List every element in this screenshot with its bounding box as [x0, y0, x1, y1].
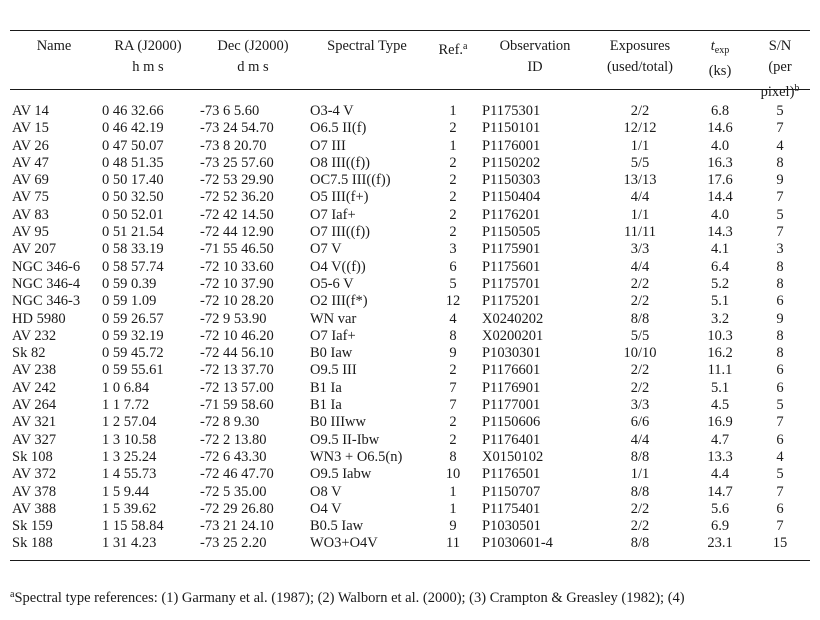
table-row [10, 414, 810, 431]
cell-sn: 8 [776, 327, 784, 344]
cell-dec: -72 53 29.90 [200, 172, 274, 189]
cell-ref: 1 [449, 103, 457, 119]
cell-name: AV 69 [12, 172, 49, 189]
cell-name: AV 238 [12, 362, 57, 379]
cell-observation-id: P1030501 [482, 518, 541, 535]
col-header-ra: RA (J2000) h m s [114, 38, 182, 75]
cell-texp: 14.7 [707, 483, 733, 500]
cell-sn: 7 [776, 483, 784, 500]
table-row [10, 155, 810, 172]
cell-sn: 5 [776, 397, 784, 414]
cell-texp: 16.2 [707, 345, 733, 362]
cell-ra: 1 31 4.23 [102, 535, 157, 552]
cell-exposures: 8/8 [630, 535, 650, 552]
cell-exposures: 2/2 [630, 275, 650, 292]
cell-sn: 7 [776, 224, 784, 241]
cell-name: Sk 159 [12, 518, 53, 535]
cell-ref: 1 [449, 137, 457, 154]
col-header-ref: Ref.$^a$ [438, 41, 468, 58]
cell-ra: 0 50 52.01 [102, 206, 164, 223]
cell-spectral-type: O7 Iaf+ [310, 206, 356, 223]
cell-exposures: 1/1 [630, 137, 650, 154]
cell-ref: 12 [445, 293, 461, 310]
bottom-rule [10, 560, 810, 561]
cell-spectral-type: O6.5 II(f) [310, 120, 367, 137]
cell-name: Sk 188 [12, 535, 53, 552]
cell-spectral-type: WO3+O4V [310, 535, 378, 552]
cell-sn: 7 [776, 414, 784, 431]
cell-ra: 0 59 1.09 [102, 293, 157, 310]
cell-exposures: 1/1 [630, 206, 650, 223]
cell-name: AV 207 [12, 241, 57, 258]
cell-exposures: 6/6 [630, 414, 650, 431]
cell-dec: -72 13 37.70 [200, 362, 274, 379]
cell-ref: 10 [445, 466, 461, 483]
top-rule [10, 30, 810, 31]
cell-name: AV 14 [12, 103, 49, 119]
cell-texp: 10.3 [707, 327, 733, 344]
cell-texp: 5.6 [710, 500, 730, 517]
cell-dec: -72 29 26.80 [200, 500, 274, 517]
cell-ra: 1 5 39.62 [102, 500, 157, 517]
cell-texp: 16.9 [707, 414, 733, 431]
cell-sn: 6 [776, 362, 784, 379]
cell-dec: -73 6 5.60 [200, 103, 260, 119]
table-row [10, 432, 810, 449]
cell-ref: 11 [446, 535, 460, 552]
cell-observation-id: P1150606 [482, 414, 541, 431]
cell-ra: 1 1 7.72 [102, 397, 150, 414]
cell-ref: 2 [449, 431, 457, 448]
cell-name: AV 47 [12, 154, 49, 171]
table-row [10, 535, 810, 552]
cell-spectral-type: O7 V [310, 241, 342, 258]
cell-dec: -73 24 54.70 [200, 120, 274, 137]
cell-texp: 5.2 [710, 275, 730, 292]
cell-ref: 6 [449, 258, 457, 275]
cell-observation-id: P1176501 [482, 466, 541, 483]
cell-exposures: 2/2 [630, 362, 650, 379]
cell-ra: 1 4 55.73 [102, 466, 157, 483]
cell-ra: 0 59 55.61 [102, 362, 164, 379]
cell-ref: 1 [449, 483, 457, 500]
cell-sn: 6 [776, 500, 784, 517]
cell-dec: -72 13 57.00 [200, 379, 274, 396]
cell-sn: 7 [776, 189, 784, 206]
cell-exposures: 2/2 [630, 518, 650, 535]
cell-observation-id: P1150505 [482, 224, 541, 241]
cell-ref: 7 [449, 379, 457, 396]
cell-spectral-type: B1 Ia [310, 379, 342, 396]
footnote-mark: a [10, 589, 15, 600]
cell-ra: 0 46 32.66 [102, 103, 164, 119]
table-row [10, 138, 810, 155]
footnote [10, 589, 810, 607]
cell-sn: 7 [776, 518, 784, 535]
cell-exposures: 4/4 [630, 431, 650, 448]
cell-dec: -73 25 2.20 [200, 535, 267, 552]
cell-observation-id: X0240202 [482, 310, 544, 327]
table-row [10, 362, 810, 379]
cell-dec: -71 59 58.60 [200, 397, 274, 414]
cell-sn: 8 [776, 154, 784, 171]
cell-exposures: 2/2 [630, 293, 650, 310]
cell-sn: 8 [776, 275, 784, 292]
cell-spectral-type: O2 III(f*) [310, 293, 368, 310]
cell-texp: 4.4 [710, 466, 730, 483]
cell-exposures: 8/8 [630, 448, 650, 465]
cell-ra: 1 15 58.84 [102, 518, 164, 535]
cell-exposures: 2/2 [630, 500, 650, 517]
cell-observation-id: P1030301 [482, 345, 541, 362]
cell-exposures: 2/2 [630, 379, 650, 396]
cell-observation-id: P1176901 [482, 379, 541, 396]
cell-dec: -72 46 47.70 [200, 466, 274, 483]
cell-ref: 2 [449, 189, 457, 206]
cell-name: HD 5980 [12, 310, 66, 327]
cell-texp: 4.5 [710, 397, 730, 414]
cell-ra: 1 0 6.84 [102, 379, 150, 396]
cell-exposures: 13/13 [623, 172, 657, 189]
cell-dec: -72 42 14.50 [200, 206, 274, 223]
cell-exposures: 11/11 [624, 224, 656, 241]
cell-ra: 0 59 0.39 [102, 275, 157, 292]
table-row [10, 224, 810, 241]
col-header-observation-id: Observation ID [499, 38, 571, 75]
ref-footnote-mark: a [463, 41, 468, 52]
cell-dec: -72 9 53.90 [200, 310, 267, 327]
table-row [10, 501, 810, 518]
cell-ra: 0 47 50.07 [102, 137, 164, 154]
cell-texp: 14.3 [707, 224, 733, 241]
cell-ref: 8 [449, 448, 457, 465]
cell-name: AV 83 [12, 206, 49, 223]
cell-sn: 6 [776, 431, 784, 448]
cell-ref: 2 [449, 172, 457, 189]
cell-ra: 0 59 32.19 [102, 327, 164, 344]
table-row [10, 172, 810, 189]
table-row [10, 345, 810, 362]
cell-ref: 2 [449, 224, 457, 241]
cell-dec: -72 8 9.30 [200, 414, 260, 431]
table-header [10, 36, 810, 103]
cell-texp: 5.1 [710, 293, 730, 310]
cell-ref: 1 [449, 500, 457, 517]
cell-ref: 8 [449, 327, 457, 344]
cell-texp: 13.3 [707, 448, 733, 465]
cell-observation-id: P1150101 [482, 120, 541, 137]
cell-name: AV 321 [12, 414, 57, 431]
cell-spectral-type: OC7.5 III((f)) [310, 172, 391, 189]
cell-observation-id: P1175401 [482, 500, 541, 517]
cell-ra: 0 59 45.72 [102, 345, 164, 362]
cell-ref: 7 [449, 397, 457, 414]
cell-ra: 1 3 10.58 [102, 431, 157, 448]
table-row [10, 276, 810, 293]
cell-observation-id: P1175201 [482, 293, 541, 310]
table-row [10, 120, 810, 137]
cell-name: AV 264 [12, 397, 57, 414]
cell-sn: 5 [776, 206, 784, 223]
cell-name: NGC 346-4 [12, 275, 81, 292]
cell-exposures: 3/3 [630, 241, 650, 258]
cell-sn: 8 [776, 345, 784, 362]
table-row [10, 449, 810, 466]
cell-ra: 0 58 33.19 [102, 241, 164, 258]
cell-ra: 0 48 51.35 [102, 154, 164, 171]
cell-sn: 6 [776, 379, 784, 396]
cell-observation-id: X0200201 [482, 327, 544, 344]
cell-ref: 4 [449, 310, 457, 327]
cell-sn: 4 [776, 448, 784, 465]
col-header-texp: $t_{exp}$ (ks) [708, 38, 732, 79]
table-row [10, 189, 810, 206]
cell-texp: 6.8 [710, 103, 730, 119]
cell-name: AV 378 [12, 483, 57, 500]
cell-texp: 4.0 [710, 206, 730, 223]
cell-spectral-type: B1 Ia [310, 397, 342, 414]
cell-texp: 14.4 [707, 189, 733, 206]
cell-texp: 4.1 [710, 241, 730, 258]
table-row [10, 484, 810, 501]
cell-sn: 4 [776, 137, 784, 154]
cell-exposures: 4/4 [630, 258, 650, 275]
cell-spectral-type: O8 III((f)) [310, 154, 370, 171]
cell-spectral-type: WN var [310, 310, 357, 327]
cell-spectral-type: O9.5 III [310, 362, 357, 379]
table-row [10, 518, 810, 535]
table-row [10, 103, 810, 120]
cell-observation-id: P1030601-4 [482, 535, 553, 552]
sn-footnote-mark: b [794, 83, 800, 94]
cell-spectral-type: O8 V [310, 483, 342, 500]
cell-exposures: 12/12 [623, 120, 657, 137]
col-header-name: Name [36, 38, 72, 54]
cell-observation-id: X0150102 [482, 448, 544, 465]
cell-ref: 9 [449, 518, 457, 535]
cell-name: Sk 82 [12, 345, 46, 362]
cell-spectral-type: O9.5 II-Ibw [310, 431, 380, 448]
cell-spectral-type: B0.5 Iaw [310, 518, 364, 535]
cell-spectral-type: O9.5 Iabw [310, 466, 372, 483]
cell-ra: 1 5 9.44 [102, 483, 150, 500]
cell-observation-id: P1176601 [482, 362, 541, 379]
cell-spectral-type: O4 V((f)) [310, 258, 366, 275]
cell-sn: 7 [776, 120, 784, 137]
cell-dec: -72 52 36.20 [200, 189, 274, 206]
cell-observation-id: P1150303 [482, 172, 541, 189]
cell-name: AV 372 [12, 466, 57, 483]
cell-observation-id: P1176201 [482, 206, 541, 223]
cell-dec: -73 8 20.70 [200, 137, 267, 154]
cell-texp: 3.2 [710, 310, 730, 327]
cell-ra: 0 58 57.74 [102, 258, 164, 275]
cell-exposures: 8/8 [630, 310, 650, 327]
cell-texp: 17.6 [707, 172, 733, 189]
cell-observation-id: P1150202 [482, 154, 541, 171]
cell-dec: -72 10 33.60 [200, 258, 274, 275]
cell-ref: 2 [449, 120, 457, 137]
data-table [10, 36, 810, 553]
cell-sn: 6 [776, 293, 784, 310]
cell-texp: 11.1 [707, 362, 733, 379]
cell-spectral-type: WN3 + O6.5(n) [310, 448, 403, 465]
cell-dec: -72 6 43.30 [200, 448, 267, 465]
cell-dec: -71 55 46.50 [200, 241, 274, 258]
cell-spectral-type: B0 IIIww [310, 414, 366, 431]
cell-sn: 5 [776, 466, 784, 483]
cell-texp: 4.0 [710, 137, 730, 154]
cell-observation-id: P1175601 [482, 258, 541, 275]
cell-name: AV 15 [12, 120, 49, 137]
cell-dec: -72 10 28.20 [200, 293, 274, 310]
cell-exposures: 8/8 [630, 483, 650, 500]
col-header-spectral-type: Spectral Type [327, 38, 407, 54]
cell-observation-id: P1150404 [482, 189, 541, 206]
cell-name: AV 327 [12, 431, 57, 448]
cell-name: AV 26 [12, 137, 49, 154]
cell-name: AV 388 [12, 500, 57, 517]
cell-exposures: 5/5 [630, 327, 650, 344]
cell-spectral-type: O3-4 V [310, 103, 354, 119]
cell-ref: 9 [449, 345, 457, 362]
cell-name: NGC 346-6 [12, 258, 81, 275]
cell-sn: 8 [776, 258, 784, 275]
cell-ra: 0 51 21.54 [102, 224, 164, 241]
cell-ra: 0 50 17.40 [102, 172, 164, 189]
cell-exposures: 4/4 [630, 189, 650, 206]
col-header-sn: S/N (per pixel)$^b$ [760, 38, 800, 100]
table-row [10, 259, 810, 276]
cell-name: AV 75 [12, 189, 49, 206]
cell-dec: -72 2 13.80 [200, 431, 267, 448]
cell-name: AV 232 [12, 327, 57, 344]
cell-spectral-type: B0 Iaw [310, 345, 353, 362]
col-header-dec: Dec (J2000) d m s [217, 38, 289, 75]
cell-observation-id: P1177001 [482, 397, 541, 414]
cell-texp: 14.6 [707, 120, 733, 137]
cell-spectral-type: O5-6 V [310, 275, 354, 292]
cell-spectral-type: O4 V [310, 500, 342, 517]
cell-exposures: 5/5 [630, 154, 650, 171]
cell-texp: 6.4 [710, 258, 730, 275]
cell-ref: 2 [449, 154, 457, 171]
cell-ra: 1 2 57.04 [102, 414, 157, 431]
cell-ra: 0 59 26.57 [102, 310, 164, 327]
cell-ref: 2 [449, 206, 457, 223]
table-row [10, 466, 810, 483]
col-header-exposures: Exposures (used/total) [606, 38, 674, 75]
cell-name: AV 95 [12, 224, 49, 241]
cell-observation-id: P1150707 [482, 483, 541, 500]
cell-observation-id: P1175301 [482, 103, 541, 119]
cell-spectral-type: O5 III(f+) [310, 189, 369, 206]
cell-dec: -72 44 56.10 [200, 345, 274, 362]
cell-observation-id: P1176001 [482, 137, 541, 154]
cell-ra: 0 50 32.50 [102, 189, 164, 206]
cell-texp: 5.1 [710, 379, 730, 396]
cell-exposures: 1/1 [630, 466, 650, 483]
cell-dec: -73 21 24.10 [200, 518, 274, 535]
table-body [10, 103, 810, 553]
cell-ref: 2 [449, 414, 457, 431]
cell-exposures: 10/10 [623, 345, 657, 362]
cell-dec: -72 5 35.00 [200, 483, 267, 500]
table-row [10, 397, 810, 414]
table-row [10, 293, 810, 310]
cell-observation-id: P1175901 [482, 241, 541, 258]
cell-spectral-type: O7 III [310, 137, 346, 154]
footnote-text: Spectral type references: (1) Garmany et al. (1987); (2) Walborn et al. (2000); (3) Crampton & Greasley (1982); (4) [14, 590, 685, 606]
cell-exposures: 2/2 [630, 103, 650, 119]
cell-dec: -72 10 37.90 [200, 275, 274, 292]
cell-ref: 5 [449, 275, 457, 292]
table-row [10, 241, 810, 258]
cell-sn: 9 [776, 310, 784, 327]
cell-name: AV 242 [12, 379, 57, 396]
table-row [10, 207, 810, 224]
cell-dec: -72 44 12.90 [200, 224, 274, 241]
table-row [10, 328, 810, 345]
cell-texp: 6.9 [710, 518, 730, 535]
cell-ra: 1 3 25.24 [102, 448, 157, 465]
cell-sn: 3 [776, 241, 784, 258]
cell-spectral-type: O7 Iaf+ [310, 327, 356, 344]
cell-sn: 9 [776, 172, 784, 189]
cell-sn: 15 [772, 535, 788, 552]
cell-dec: -73 25 57.60 [200, 154, 274, 171]
cell-observation-id: P1176401 [482, 431, 541, 448]
cell-ra: 0 46 42.19 [102, 120, 164, 137]
cell-name: Sk 108 [12, 448, 53, 465]
table-row [10, 311, 810, 328]
cell-texp: 23.1 [707, 535, 733, 552]
cell-texp: 16.3 [707, 154, 733, 171]
table-row [10, 380, 810, 397]
cell-texp: 4.7 [710, 431, 730, 448]
cell-sn: 5 [776, 103, 784, 119]
cell-ref: 2 [449, 362, 457, 379]
cell-dec: -72 10 46.20 [200, 327, 274, 344]
cell-ref: 3 [449, 241, 457, 258]
cell-name: NGC 346-3 [12, 293, 81, 310]
cell-spectral-type: O7 III((f)) [310, 224, 370, 241]
cell-exposures: 3/3 [630, 397, 650, 414]
cell-observation-id: P1175701 [482, 275, 541, 292]
